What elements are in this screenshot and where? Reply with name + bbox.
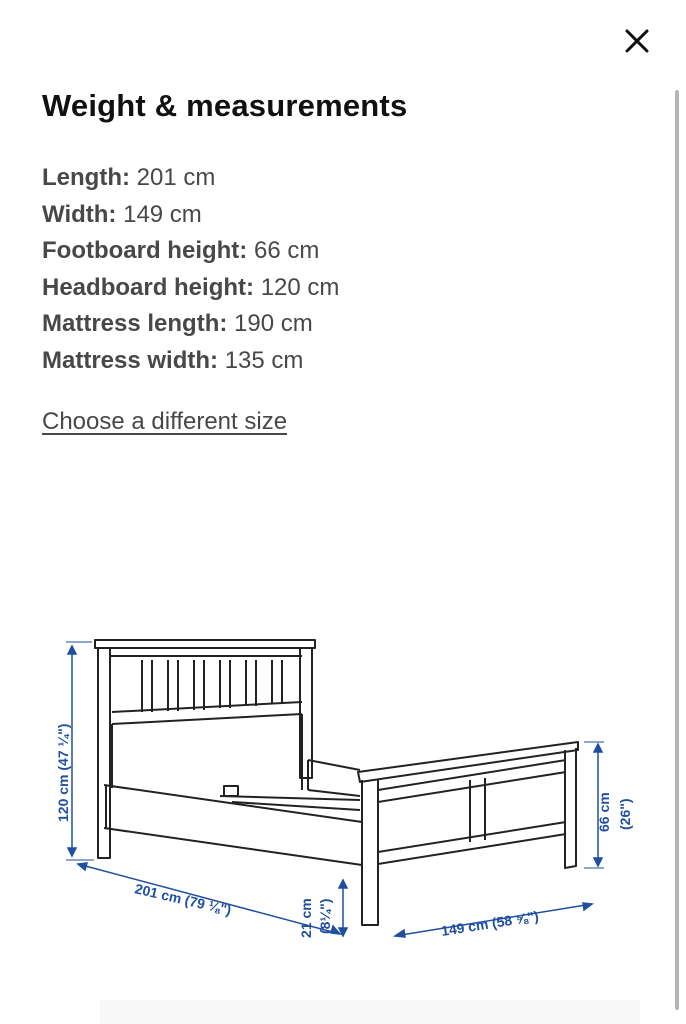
headboard-height-label: 120 cm (47 ¼") bbox=[55, 723, 71, 822]
measurement-mattress-length bbox=[42, 306, 642, 343]
measurement-headboard-height bbox=[42, 270, 642, 307]
close-icon bbox=[625, 29, 649, 53]
measurement-label: Length: bbox=[42, 164, 130, 191]
measurements-list bbox=[42, 160, 642, 380]
measurement-value: 201 cm bbox=[136, 164, 216, 191]
measurement-value: 66 cm bbox=[253, 237, 320, 265]
measurement-label: Mattress width: bbox=[42, 346, 219, 374]
clearance-in-label: (8¼") bbox=[317, 898, 333, 934]
bed-dimension-diagram bbox=[0, 560, 686, 1024]
dialog-title: Weight & measurements bbox=[42, 88, 408, 123]
measurement-footboard-height bbox=[42, 233, 642, 270]
measurement-value: 135 cm bbox=[224, 346, 304, 374]
measurement-mattress-width bbox=[42, 343, 642, 380]
footboard-height-in-label: (26") bbox=[617, 798, 633, 830]
measurement-label: Headboard height: bbox=[42, 273, 255, 301]
length-label: 201 cm (79 ⅛") bbox=[133, 880, 233, 919]
choose-size-link[interactable]: Choose a different size bbox=[42, 408, 288, 435]
close-button[interactable] bbox=[618, 22, 656, 60]
footboard-height-cm-label: 66 cm bbox=[596, 792, 612, 832]
measurement-width bbox=[42, 197, 642, 234]
bed-line-drawing bbox=[0, 560, 686, 1024]
width-label: 149 cm (58 ⅝") bbox=[439, 907, 540, 939]
measurement-length bbox=[42, 160, 642, 197]
measurement-value: 190 cm bbox=[234, 310, 313, 338]
measurement-value: 149 cm bbox=[123, 200, 202, 228]
measurement-label: Width: bbox=[42, 200, 117, 228]
measurement-value: 120 cm bbox=[260, 273, 340, 301]
clearance-cm-label: 21 cm bbox=[298, 898, 314, 938]
measurement-label: Mattress length: bbox=[42, 310, 228, 338]
measurement-label: Footboard height: bbox=[42, 237, 248, 265]
